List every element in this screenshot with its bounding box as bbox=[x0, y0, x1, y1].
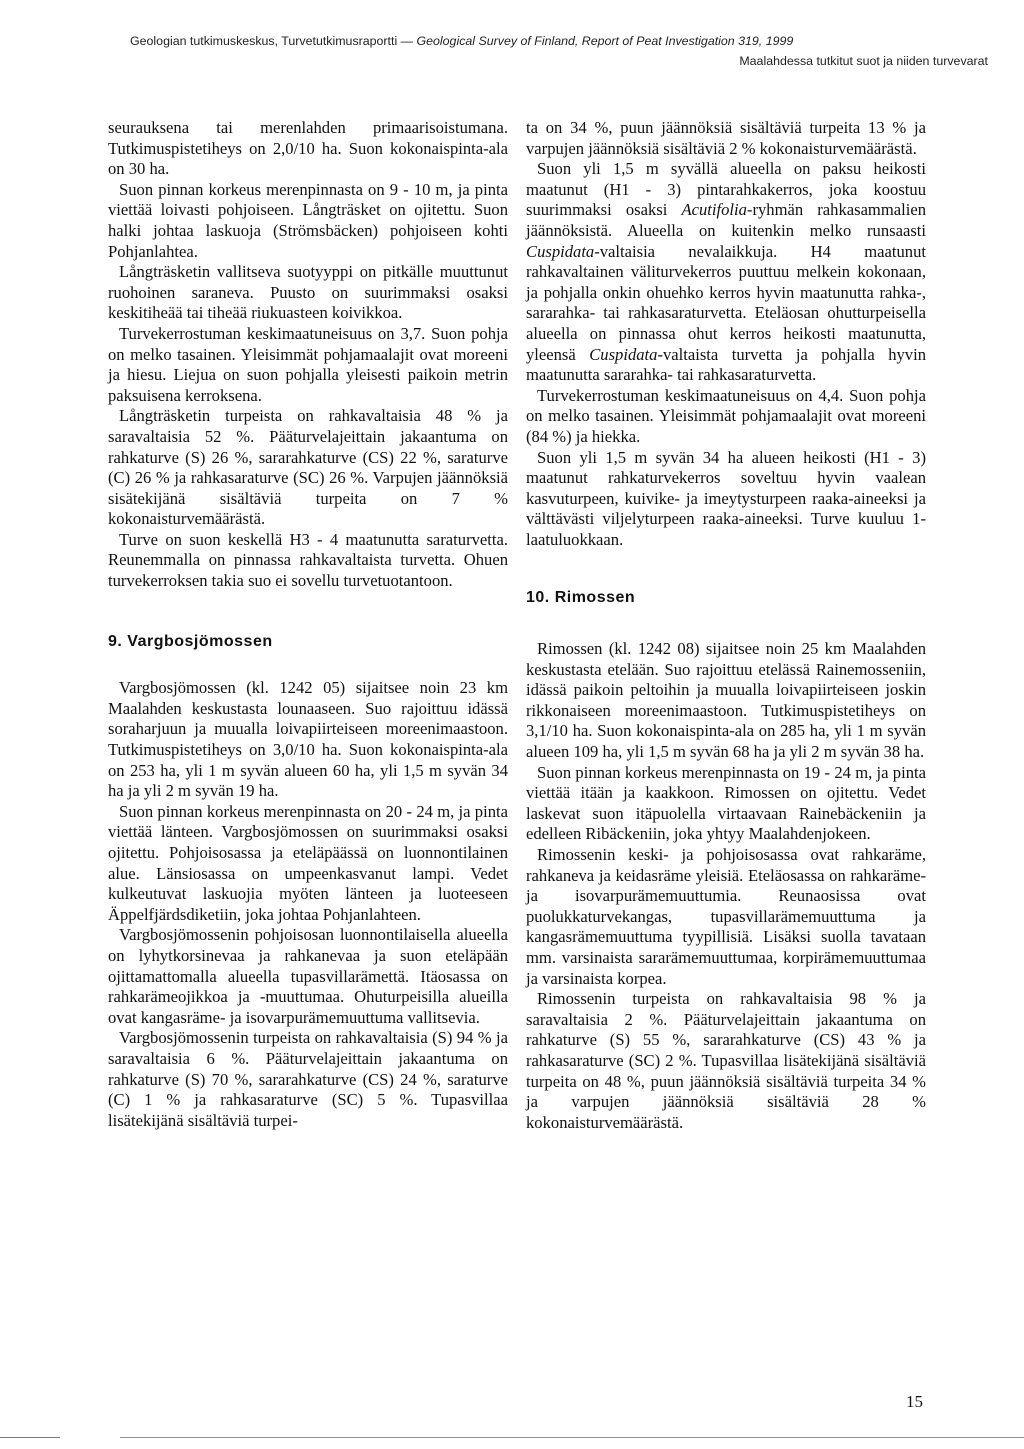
text-run: Suon yli 1,5 m syvällä alueella on paksu heikosti maatunut (H1 - 3) pintarahkakerros, joka koostuu suurimmaksi osaksi bbox=[526, 159, 926, 220]
taxon-name: Cuspidata bbox=[589, 344, 658, 364]
header-report-title: Maalahdessa tutkitut suot ja niiden turvevarat bbox=[739, 54, 988, 68]
text-run: -valtaisia nevalaikkuja. H4 maatunut rahkavaltainen väliturvekerros puuttuu melkein kokonaan, ja pohjalla onkin ohuehko kerros hyvin maatunutta rahka-, sararahka- tai rahkasaraturvetta. Eteläosan ohutturpeisella alueella on pinnassa ohut kerros heikosti maatunutta, yleensä bbox=[526, 241, 926, 364]
page-number: 15 bbox=[906, 1392, 923, 1411]
paragraph: ta on 34 %, puun jäännöksiä sisältäviä turpeita 13 % ja varpujen jäännöksiä sisältäviä 2 % kokonaisturvemäärästä. bbox=[526, 118, 926, 158]
text-run: -ryhmän rahkasammalien jäännöksistä. Alueella on kuitenkin melko runsaasti bbox=[526, 200, 926, 240]
taxon-name: Cuspidata bbox=[526, 241, 595, 261]
paragraph: Vargbosjömossen (kl. 1242 05) sijaitsee noin 23 km Maalahden keskustasta lounaaseen. Suo rajoittuu idässä soraharjuun ja muualla loivapiirteiseen moreenimaastoon. Tutkimuspistetiheys on 3,0/10 ha. Suon kokonaispinta-ala on 253 ha, yli 1 m syvän alueen 60 ha, yli 1,5 m syvän 34 ha ja yli 2 m syvän 19 ha. bbox=[108, 678, 508, 801]
scan-edge-line bbox=[0, 1437, 1024, 1438]
paragraph: Vargbosjömossenin turpeista on rahkavaltaisia (S) 94 % ja saravaltaisia 6 %. Pääturvelajeittain jakaantuma on rahkaturve (S) 70 %, sararahkaturve (CS) 24 %, saraturve (C) 1 % ja rahkasaraturve (SC) 5 %. Tupasvillaa lisätekijänä sisältäviä turpei- bbox=[108, 1028, 508, 1130]
paragraph: Vargbosjömossenin pohjoisosan luonnontilaisella alueella on lyhytkorsinevaa ja rahkanevaa ja suon eteläpään ojittamattomalla alueella tupasvillarämettä. Itäosassa on rahkarämeojikkoa ja -muuttumaa. Ohuturpeisilla alueilla ovat kangasräme- ja isovarpurämemuuttuma vallitsevia. bbox=[108, 925, 508, 1027]
header-publisher: Geologian tutkimuskeskus, Turvetutkimusraportti — bbox=[130, 34, 417, 48]
right-column bbox=[526, 118, 926, 1133]
paragraph: seurauksena tai merenlahden primaarisoistumana. Tutkimuspistetiheys on 2,0/10 ha. Suon kokonaispinta-ala on 30 ha. bbox=[108, 118, 508, 179]
paragraph: Suon pinnan korkeus merenpinnasta on 20 - 24 m, ja pinta viettää länteen. Vargbosjömossen on suurimmaksi osaksi ojitettu. Pohjoisosassa ja eteläpäässä on luonnontilainen alue. Länsiosassa on umpeenkasvanut lampi. Vedet kulkeutuvat laskuojia myöten länteen ja luoteeseen Äppelfjärdsdiketiin, joka johtaa Pohjanlahteen. bbox=[108, 801, 508, 924]
paragraph: Långträsketin turpeista on rahkavaltaisia 48 % ja saravaltaisia 52 %. Pääturvelajeittain jakaantuma on rahkaturve (S) 26 %, sararahkaturve (CS) 22 %, saraturve (C) 26 % ja rahkasaraturve (SC) 26 %. Varpujen jäännöksiä sisätekijänä sisältäviä turpeita on 7 % kokonaisturvemäärästä. bbox=[108, 406, 508, 529]
paragraph: Rimossenin turpeista on rahkavaltaisia 98 % ja saravaltaisia 2 %. Pääturvelajeittain jakaantuma on rahkaturve (S) 55 %, sararahkaturve (CS) 43 % ja rahkasaraturve (SC) 2 %. Tupasvillaa lisätekijänä sisältäviä turpeita on 48 %, puun jäännöksiä sisältäviä turpeita 34 % ja varpujen jäännöksiä sisältäviä 28 % kokonaisturvemäärästä. bbox=[526, 989, 926, 1132]
paragraph: Rimossenin keski- ja pohjoisosassa ovat rahkaräme, rahkaneva ja keidasräme yleisiä. Eteläosassa on rahkaräme- ja isovarpurämemuuttumia. Reunaosissa ovat puolukkaturvekangas, tupasvillarämemuuttuma ja kangasrämemuuttuma tyypillisiä. Lisäksi suolla tavataan mm. varsinaista sararämemuuttumaa, korpirämemuuttumaa ja varsinaista korpea. bbox=[526, 845, 926, 988]
paragraph-peat-layers bbox=[526, 159, 926, 386]
paragraph: Suon pinnan korkeus merenpinnasta on 19 - 24 m, ja pinta viettää itään ja kaakkoon. Rimossen on ojitettu. Vedet laskevat suon itäpuolella virtaavaan Rainebäckeniin ja edelleen Ribäckeniin, joka yhtyy Maalahdenjokeen. bbox=[526, 762, 926, 844]
paragraph: Suon pinnan korkeus merenpinnasta on 9 - 10 m, ja pinta viettää loivasti pohjoiseen. Långträsket on ojitettu. Suon halki johtaa laskuoja (Strömsbäcken) pohjoiseen kohti Pohjanlahtea. bbox=[108, 179, 508, 261]
paragraph: Turvekerrostuman keskimaatuneisuus on 3,7. Suon pohja on melko tasainen. Yleisimmät pohjamaalajit ovat moreeni ja hiesu. Liejua on suon pohjalla yleisesti paikoin metrin paksuisena kerroksena. bbox=[108, 323, 508, 405]
section-heading-vargbosjomossen: 9. Vargbosjömossen bbox=[108, 632, 273, 650]
paragraph: Långträsketin vallitseva suotyyppi on pitkälle muuttunut ruohoinen saraneva. Puusto on suurimmaksi osaksi keskitiheää tai tiheää riukuasteen koivikkoa. bbox=[108, 262, 508, 323]
paragraph: Suon yli 1,5 m syvän 34 ha alueen heikosti (H1 - 3) maatunut rahkaturvekerros soveltuu hyvin vaalean kasvuturpeen, kuivike- ja imeytysturpeen raaka-aineeksi ja välttävästi viljelyturpeen raaka-aineeksi. Turve kuuluu 1-laatuluokkaan. bbox=[526, 447, 926, 549]
taxon-name: Acutifolia bbox=[681, 200, 747, 220]
header-citation bbox=[130, 34, 793, 48]
section-heading-rimossen: 10. Rimossen bbox=[526, 589, 636, 607]
paragraph: Rimossen (kl. 1242 08) sijaitsee noin 25 km Maalahden keskustasta etelään. Suo rajoittuu etelässä Rainemosseniin, idässä paikoin peltoihin ja muualla loivapiirteiseen joskin rikkonaiseen moreenimaastoon. Tutkimuspistetiheys on 3,1/10 ha. Suon kokonaispinta-ala on 285 ha, yli 1 m syvän alueen 109 ha, yli 1,5 m syvän 68 ha ja yli 2 m syvän 38 ha. bbox=[526, 639, 926, 762]
paragraph: Turvekerrostuman keskimaatuneisuus on 4,4. Suon pohja on melko tasainen. Yleisimmät pohjamaalajit ovat moreeni (84 %) ja hiekka. bbox=[526, 385, 926, 446]
paragraph: Turve on suon keskellä H3 - 4 maatunutta saraturvetta. Reunemmalla on pinnassa rahkavaltaista turvetta. Ohuen turvekerroksen takia suo ei sovellu turvetuotantoon. bbox=[108, 529, 508, 591]
text-run: -valtaista turvetta ja pohjalla hyvin maatunutta sararahka- tai rahkasaraturvetta. bbox=[526, 344, 926, 385]
header-series: Geological Survey of Finland, Report of Peat Investigation 319, 1999 bbox=[416, 34, 794, 48]
left-column bbox=[108, 118, 508, 1131]
